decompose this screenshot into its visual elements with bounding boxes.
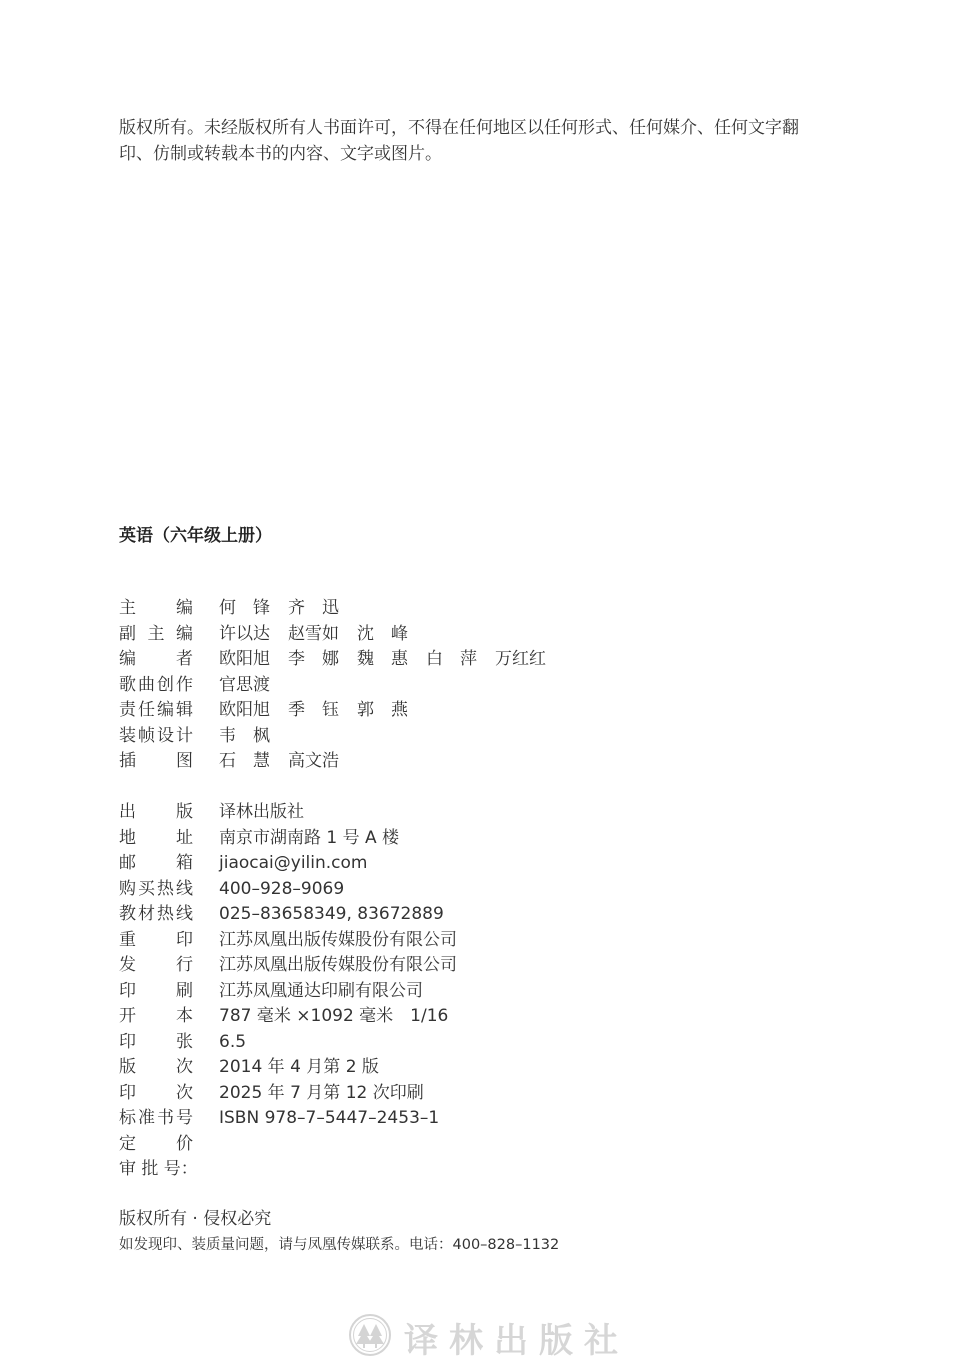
pub-label: 印 张 xyxy=(119,1031,193,1052)
credit-name: 李 娜 xyxy=(288,649,339,669)
credit-name: 郭 燕 xyxy=(357,700,408,720)
credit-label: 插 图 xyxy=(119,751,193,771)
credit-names xyxy=(219,647,546,673)
credit-names xyxy=(219,596,339,622)
pub-label: 定 价 xyxy=(119,1133,193,1154)
pub-value: 787 毫米 ×1092 毫米 1/16 xyxy=(219,1006,449,1026)
credit-names xyxy=(219,622,408,648)
pub-value: 025–83658349, 83672889 xyxy=(219,904,444,924)
credit-label: 编 者 xyxy=(119,649,193,669)
credit-name: 欧阳旭 xyxy=(219,700,270,720)
credit-name: 何 锋 xyxy=(219,598,270,618)
pub-email: jiaocai@yilin.com xyxy=(219,853,368,873)
pub-label: 版 次 xyxy=(119,1057,193,1077)
credit-names xyxy=(219,749,339,775)
credit-label: 责任编辑 xyxy=(119,700,193,720)
pub-value: 2014 年 4 月第 2 版 xyxy=(219,1057,379,1077)
pub-label: 地 址 xyxy=(119,827,193,848)
publisher-name: 译林出版社 xyxy=(404,1320,629,1361)
pub-isbn: ISBN 978–7–5447–2453–1 xyxy=(219,1108,440,1128)
pub-value: 400–928–9069 xyxy=(219,878,345,899)
credit-name: 官思渡 xyxy=(219,674,270,695)
pub-label: 审 批 号： xyxy=(119,1159,198,1179)
publisher-footer xyxy=(348,1314,629,1360)
pub-value: 译林出版社 xyxy=(219,802,304,822)
credit-name: 高文浩 xyxy=(288,751,339,771)
pub-label: 开 本 xyxy=(119,1006,193,1026)
book-title: 英语（六年级上册） xyxy=(119,526,272,546)
pub-label: 教材热线 xyxy=(119,904,193,924)
credit-names xyxy=(219,724,270,750)
pub-value: 2025 年 7 月第 12 次印刷 xyxy=(219,1082,424,1103)
pub-label: 邮 箱 xyxy=(119,853,193,873)
credit-label: 装帧设计 xyxy=(119,725,193,746)
credit-name: 沈 峰 xyxy=(357,623,408,644)
pub-label: 购买热线 xyxy=(119,878,193,899)
credit-name: 齐 迅 xyxy=(288,598,339,618)
credit-name: 白 萍 xyxy=(426,649,477,669)
pub-label: 出 版 xyxy=(119,802,193,822)
credit-name: 石 慧 xyxy=(219,751,270,771)
pub-label: 标准书号 xyxy=(119,1108,193,1128)
pub-label: 发 行 xyxy=(119,955,193,975)
tree-seal-icon xyxy=(348,1313,392,1361)
pub-value: 江苏凤凰通达印刷有限公司 xyxy=(219,980,423,1001)
pub-value: 南京市湖南路 1 号 A 楼 xyxy=(219,827,400,848)
rights-reserved: 版权所有 · 侵权必究 xyxy=(119,1209,272,1229)
credit-name: 韦 枫 xyxy=(219,725,270,746)
pub-value: 江苏凤凰出版传媒股份有限公司 xyxy=(219,929,457,950)
credit-name: 欧阳旭 xyxy=(219,649,270,669)
pub-value: 江苏凤凰出版传媒股份有限公司 xyxy=(219,955,457,975)
contact-line: 如发现印、装质量问题，请与凤凰传媒联系。电话：400–828–1132 xyxy=(119,1237,560,1253)
credit-label: 歌曲创作 xyxy=(119,674,193,695)
credit-name: 许以达 xyxy=(219,623,270,644)
copyright-notice: 版权所有。未经版权所有人书面许可，不得在任何地区以任何形式、任何媒介、任何文字翻印、仿制或转载本书的内容、文字或图片。 xyxy=(119,118,799,164)
credit-names xyxy=(219,698,408,724)
pub-label: 重 印 xyxy=(119,929,193,950)
credit-name: 万红红 xyxy=(495,649,546,669)
pub-label: 印 次 xyxy=(119,1082,193,1103)
credit-label: 主 编 xyxy=(119,598,193,618)
pub-label: 印 刷 xyxy=(119,980,193,1001)
credit-label: 副主编 xyxy=(119,623,193,644)
credit-name: 赵雪如 xyxy=(288,623,339,644)
pub-value: 6.5 xyxy=(219,1031,247,1052)
credit-name: 魏 惠 xyxy=(357,649,408,669)
credit-names xyxy=(219,673,270,699)
credit-name: 季 钰 xyxy=(288,700,339,720)
